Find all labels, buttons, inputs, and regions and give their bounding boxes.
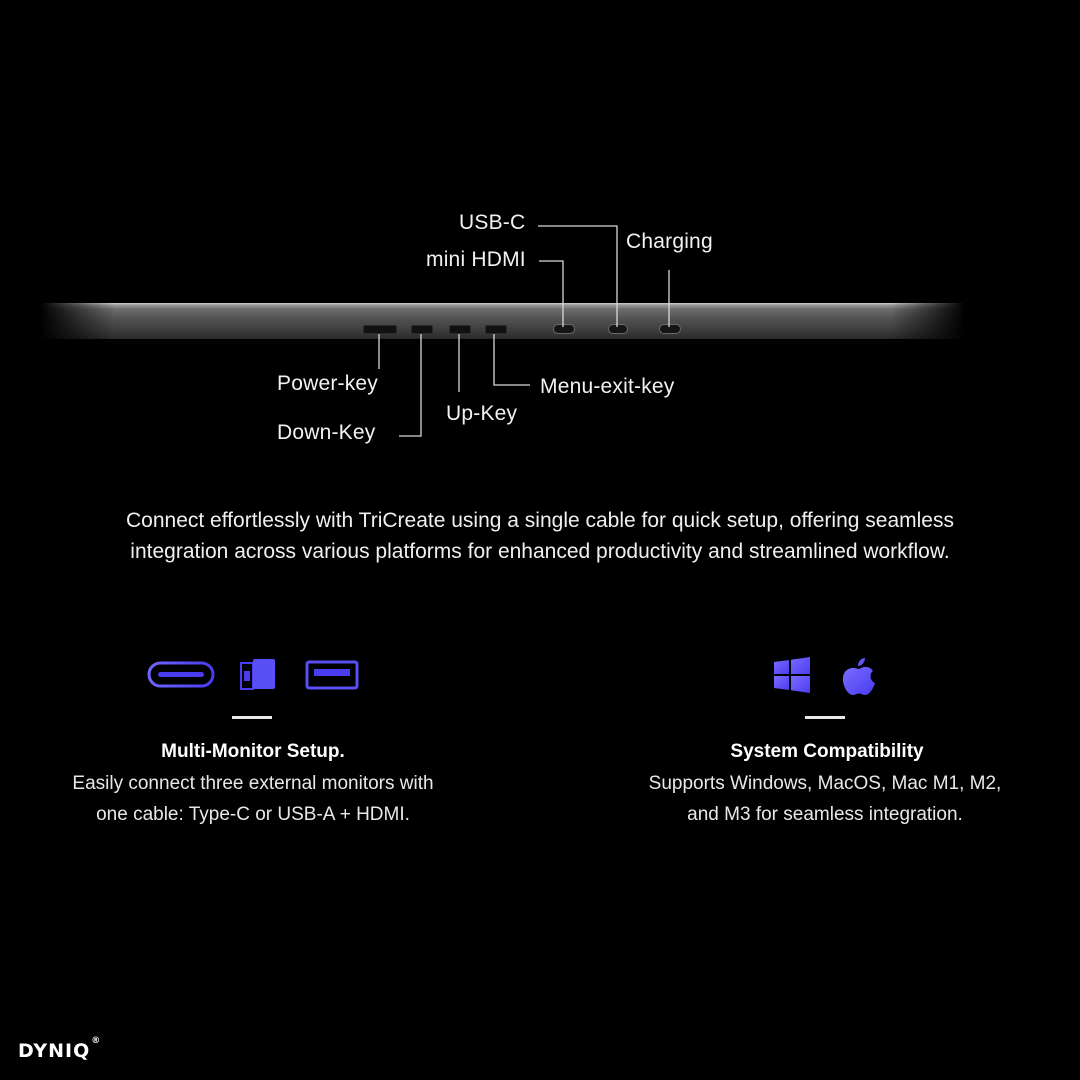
os-icons bbox=[770, 655, 880, 697]
mini-hdmi-label: mini HDMI bbox=[426, 248, 526, 271]
registered-mark: ® bbox=[91, 1036, 102, 1046]
up-key-label: Up-Key bbox=[446, 402, 518, 425]
menu-exit-key-label: Menu-exit-key bbox=[540, 375, 675, 398]
feature-text-line: Easily connect three external monitors with bbox=[72, 773, 434, 794]
charging-label: Charging bbox=[626, 230, 713, 253]
usb-c-port-icon bbox=[149, 663, 213, 686]
windows-icon bbox=[774, 657, 810, 693]
feature-text-multi-monitor bbox=[30, 768, 476, 830]
connection-icons bbox=[146, 657, 362, 695]
feature-text-line: one cable: Type-C or USB-A + HDMI. bbox=[96, 804, 410, 825]
brand-logo bbox=[18, 1036, 102, 1062]
power-key-label: Power-key bbox=[277, 372, 378, 395]
brand-name: DYNIQ bbox=[18, 1040, 91, 1062]
product-description: Connect effortlessly with TriCreate using a single cable for quick setup, offering seamless integration across various platforms for enhanced productivity and streamlined workflow. bbox=[126, 509, 954, 563]
feature-text-line: Supports Windows, MacOS, Mac M1, M2, bbox=[648, 773, 1002, 794]
usb-stick-icon bbox=[241, 659, 275, 689]
apple-icon bbox=[843, 658, 875, 695]
usb-c-label: USB-C bbox=[459, 211, 526, 234]
feature-text-line: and M3 for seamless integration. bbox=[687, 804, 963, 825]
usb-a-port-icon bbox=[307, 662, 357, 688]
feature-divider bbox=[232, 716, 272, 719]
feature-title-system-compatibility: System Compatibility bbox=[730, 741, 924, 762]
feature-text-system-compatibility bbox=[602, 768, 1048, 830]
down-key-label: Down-Key bbox=[277, 421, 376, 444]
feature-title-multi-monitor: Multi-Monitor Setup. bbox=[161, 741, 345, 762]
feature-divider bbox=[805, 716, 845, 719]
